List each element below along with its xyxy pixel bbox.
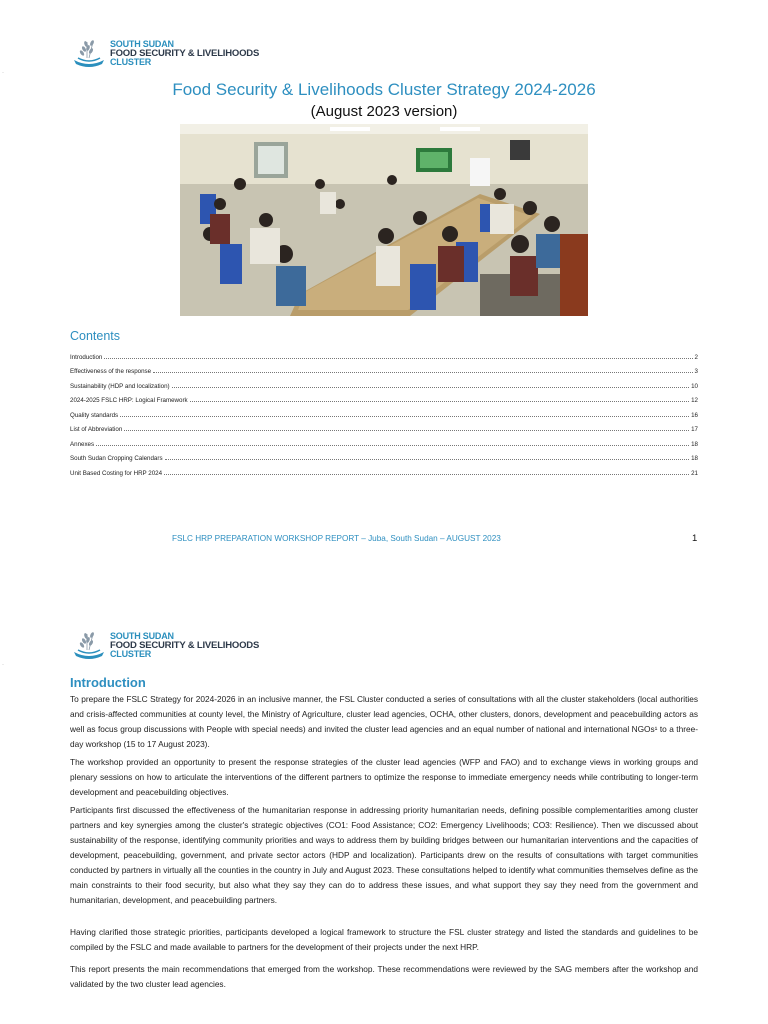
toc-leader bbox=[120, 416, 689, 417]
page-footer: FSLC HRP PREPARATION WORKSHOP REPORT – Juba, South Sudan – AUGUST 2023 bbox=[172, 534, 501, 543]
logo-text bbox=[110, 632, 259, 659]
toc-page: 18 bbox=[691, 440, 698, 448]
document-subtitle: (August 2023 version) bbox=[310, 103, 458, 120]
workshop-photo bbox=[180, 124, 588, 316]
toc-leader bbox=[153, 372, 692, 373]
paragraph-2: The workshop provided an opportunity to present the response strategies of the cluster lead agencies (WFP and FAO) and to exchange views in working groups and plenary sessions on how to articulate the interventions of the different partners to optimize the response to immediate emergency needs while contributing to longer-term development and peacebuilding objectives. bbox=[70, 757, 698, 797]
toc-item-effectiveness[interactable] bbox=[70, 361, 698, 376]
toc-page: 12 bbox=[691, 397, 698, 404]
logo-text bbox=[110, 40, 259, 67]
wheat-logo-icon bbox=[72, 38, 106, 68]
toc-item-logical-framework[interactable] bbox=[70, 390, 698, 405]
cluster-logo bbox=[72, 38, 259, 68]
toc-label: Quality standards bbox=[70, 411, 119, 419]
paragraph-5: This report presents the main recommendations that emerged from the workshop. These recommendations were reviewed by the SAG members after the workshop and validated by the two cluster lead agencies. bbox=[70, 964, 698, 989]
toc-page: 3 bbox=[694, 368, 698, 375]
toc-leader bbox=[172, 387, 689, 388]
toc-item-introduction[interactable] bbox=[70, 346, 698, 361]
page-number: 1 bbox=[692, 533, 698, 544]
margin-mark: · bbox=[2, 662, 4, 668]
toc-leader bbox=[165, 459, 690, 460]
toc-item-annexes[interactable] bbox=[70, 433, 698, 448]
logo-line-2: FOOD SECURITY & LIVELIHOODS bbox=[110, 47, 260, 59]
toc-item-quality-standards[interactable] bbox=[70, 404, 698, 419]
toc-leader bbox=[104, 358, 692, 359]
toc-page: 17 bbox=[691, 426, 698, 433]
cluster-logo-page-2 bbox=[72, 630, 259, 660]
paragraph-3: Participants first discussed the effectiveness of the humanitarian response in addressing priority humanitarian needs, defining possible complementarities among cluster partners and key synergies among the cluster's strategic objectives (CO1: Food Assistance; CO2: Emergency Livelihoods; CO3: Resilience). Then we discussed about sustainability of the response, identifying community priorities and ways to address them by building bridges between our humanitarian interventions and the capacities of development, peacebuilding, government, and private sector actors (HDP and localization). Participants drew on the results of consultations with target communities conducted by partners in virtually all the counties in the country in July and August 2023. These consultations helped to identify what communities themselves define as the main constraints to their food security, but also what they say they can do to address these issues, and what support they say they need from the government and humanitarian, development, and peacebuilding partners. bbox=[70, 805, 698, 905]
toc-page: 18 bbox=[691, 455, 698, 462]
toc-item-abbreviations[interactable] bbox=[70, 419, 698, 434]
toc-label: List of Abbreviation bbox=[70, 426, 123, 433]
toc-label: Introduction bbox=[70, 353, 103, 361]
logo-line-1: SOUTH SUDAN bbox=[110, 38, 174, 49]
logo-line-3: CLUSTER bbox=[110, 648, 152, 659]
table-of-contents bbox=[70, 346, 698, 477]
toc-label: Sustainability (HDP and localization) bbox=[70, 382, 170, 390]
toc-leader bbox=[190, 401, 689, 402]
margin-mark: · bbox=[2, 70, 4, 76]
toc-label: 2024-2025 FSLC HRP: Logical Framework bbox=[70, 397, 188, 404]
document-title: Food Security & Livelihoods Cluster Strategy 2024-2026 bbox=[172, 80, 596, 99]
logo-line-2: FOOD SECURITY & LIVELIHOODS bbox=[110, 639, 260, 651]
toc-label: Effectiveness of the response bbox=[70, 368, 152, 375]
toc-page: 10 bbox=[691, 382, 698, 390]
toc-page: 21 bbox=[691, 469, 698, 477]
toc-label: South Sudan Cropping Calendars bbox=[70, 455, 163, 462]
toc-label: Annexes bbox=[70, 440, 95, 448]
toc-leader bbox=[164, 474, 689, 475]
contents-heading: Contents bbox=[70, 329, 121, 343]
logo-line-1: SOUTH SUDAN bbox=[110, 630, 174, 641]
toc-item-sustainability[interactable] bbox=[70, 375, 698, 390]
wheat-logo-icon bbox=[72, 630, 106, 660]
toc-page: 2 bbox=[694, 353, 698, 361]
logo-line-3: CLUSTER bbox=[110, 56, 152, 67]
toc-item-unit-costing[interactable] bbox=[70, 462, 698, 477]
toc-label: Unit Based Costing for HRP 2024 bbox=[70, 469, 163, 477]
toc-leader bbox=[96, 445, 689, 446]
section-heading-introduction: Introduction bbox=[70, 675, 146, 690]
paragraph-1: To prepare the FSLC Strategy for 2024-2026 in an inclusive manner, the FSL Cluster conducted a series of consultations with all the cluster stakeholders (local authorities and crisis-affected communities at county level, the Ministry of Agriculture, cluster lead agencies, OCHA, other clusters, donors, development and peacebuilding actors as well as focus group discussions with People with special needs) and invited the cluster lead agencies and an equal number of national and international NGOs¹ to a three-day workshop (15 to 17 August 2023). bbox=[70, 694, 698, 749]
toc-leader bbox=[124, 430, 689, 431]
toc-item-cropping-calendars[interactable] bbox=[70, 448, 698, 463]
paragraph-4: Having clarified those strategic priorities, participants developed a logical framework to structure the FSL cluster strategy and listed the standards and guidelines to be compiled by the FSLC and made available to partners for the development of their projects under the next HRP. bbox=[70, 927, 698, 952]
toc-page: 16 bbox=[691, 411, 698, 419]
